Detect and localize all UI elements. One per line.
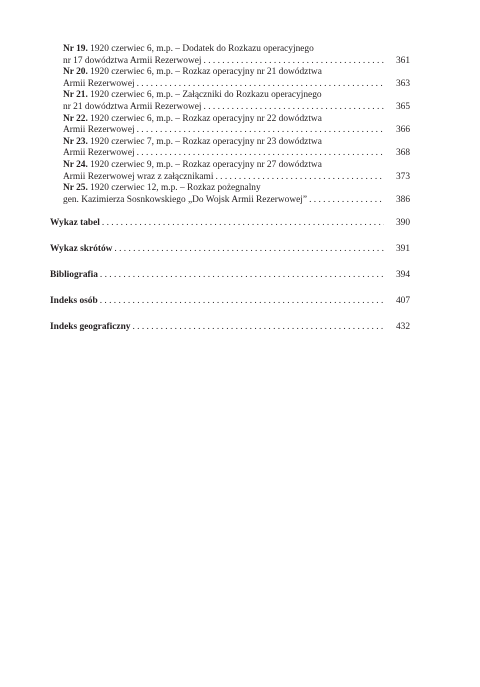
section-title: Bibliografia: [50, 270, 98, 281]
toc-entry[interactable]: [63, 44, 410, 67]
toc-entry[interactable]: [63, 114, 410, 137]
toc-entry-heading: [63, 90, 322, 102]
toc-entry-first-line: [63, 183, 410, 195]
entry-title-line1: 1920 czerwiec 6, m.p. – Dodatek do Rozkazu operacyjnego: [90, 44, 314, 54]
entry-number: Nr 24.: [63, 159, 88, 170]
dot-leader: [309, 195, 384, 207]
toc-section-line: [50, 244, 410, 256]
section-page-number: 432: [395, 322, 410, 333]
dot-leader: [100, 270, 384, 282]
entry-title-line1: 1920 czerwiec 6, m.p. – Rozkaz operacyjny nr 22 dowództwa: [90, 113, 322, 124]
entry-title-line1: 1920 czerwiec 7, m.p. – Rozkaz operacyjny nr 23 dowództwa: [90, 136, 322, 147]
entry-title-line1: 1920 czerwiec 12, m.p. – Rozkaz pożegnalny: [90, 183, 261, 194]
toc-section-line: [50, 322, 410, 334]
toc-entry-second-line: [63, 148, 410, 160]
dot-leader: [215, 172, 384, 184]
entry-number: Nr 23.: [63, 136, 88, 147]
toc-entry-second-line: [63, 172, 410, 184]
section-page-number: 391: [395, 244, 410, 255]
toc-entry-first-line: [63, 67, 410, 79]
entry-page-number: 365: [395, 101, 410, 112]
entry-page-number: 366: [395, 125, 410, 136]
section-page-number: 390: [395, 218, 410, 229]
toc-entry-second-line: [63, 125, 410, 137]
section-title: Indeks osób: [50, 296, 98, 307]
toc-entry-heading: [63, 67, 322, 79]
toc-entry-first-line: [63, 137, 410, 149]
entry-title-line2: Armii Rezerwowej: [63, 148, 135, 159]
toc-section-line: [50, 296, 410, 308]
toc-entry-heading: [63, 114, 322, 126]
entry-page-number: 361: [395, 55, 410, 66]
dot-leader: [137, 125, 384, 137]
toc-entry[interactable]: [63, 183, 410, 206]
toc-entry-heading: [63, 137, 322, 149]
entry-number: Nr 19.: [63, 44, 88, 54]
toc-entry-heading: [63, 183, 261, 195]
toc-entry-second-line: [63, 195, 410, 207]
dot-leader: [137, 148, 384, 160]
dot-leader: [204, 56, 384, 68]
document-entry-list: [63, 44, 410, 206]
toc-entry[interactable]: [63, 160, 410, 183]
toc-entry-first-line: [63, 44, 410, 56]
toc-entry-second-line: [63, 102, 410, 114]
entry-page-number: 386: [395, 194, 410, 205]
toc-entry-first-line: [63, 90, 410, 102]
entry-title-line2: Armii Rezerwowej: [63, 125, 135, 136]
toc-entry-first-line: [63, 160, 410, 172]
table-of-contents: [50, 44, 410, 334]
dot-leader: [132, 322, 384, 334]
section-title: Indeks geograficzny: [50, 322, 131, 333]
toc-section-line: [50, 270, 410, 282]
entry-number: Nr 20.: [63, 67, 88, 78]
toc-entry-second-line: [63, 79, 410, 91]
toc-section-indeks-osob[interactable]: [50, 296, 410, 308]
dot-leader: [204, 102, 384, 114]
toc-section-bibliografia[interactable]: [50, 270, 410, 282]
entry-title-line2: nr 21 dowództwa Armii Rezerwowej: [63, 101, 202, 112]
entry-title-line2: nr 17 dowództwa Armii Rezerwowej: [63, 55, 202, 66]
dot-leader: [100, 296, 384, 308]
toc-entry[interactable]: [63, 90, 410, 113]
toc-entry-first-line: [63, 114, 410, 126]
section-title: Wykaz skrótów: [50, 244, 113, 255]
toc-section-wykaz-tabel[interactable]: [50, 218, 410, 230]
entry-number: Nr 22.: [63, 113, 88, 124]
entry-number: Nr 25.: [63, 183, 88, 194]
dot-leader: [114, 244, 384, 256]
entry-page-number: 363: [395, 78, 410, 89]
section-title: Wykaz tabel: [50, 218, 100, 229]
section-page-number: 407: [395, 296, 410, 307]
toc-entry[interactable]: [63, 67, 410, 90]
entry-title-line2: Armii Rezerwowej: [63, 78, 135, 89]
dot-leader: [102, 218, 384, 230]
section-page-number: 394: [395, 270, 410, 281]
entry-title-line2: gen. Kazimierza Sosnkowskiego „Do Wojsk Armii Rezerwowej”: [63, 194, 308, 205]
toc-section-indeks-geograficzny[interactable]: [50, 322, 410, 334]
toc-section-wykaz-skrotow[interactable]: [50, 244, 410, 256]
toc-entry-heading: [63, 44, 314, 56]
toc-entry-heading: [63, 160, 322, 172]
entry-title-line1: 1920 czerwiec 6, m.p. – Załączniki do Rozkazu operacyjnego: [90, 90, 322, 101]
entry-number: Nr 21.: [63, 90, 88, 101]
entry-title-line1: 1920 czerwiec 6, m.p. – Rozkaz operacyjny nr 21 dowództwa: [90, 67, 322, 78]
toc-entry-second-line: [63, 56, 410, 68]
entry-page-number: 368: [395, 148, 410, 159]
toc-entry[interactable]: [63, 137, 410, 160]
toc-section-line: [50, 218, 410, 230]
entry-title-line2: Armii Rezerwowej wraz z załącznikami: [63, 171, 214, 182]
entry-title-line1: 1920 czerwiec 9, m.p. – Rozkaz operacyjny nr 27 dowództwa: [90, 159, 322, 170]
entry-page-number: 373: [395, 171, 410, 182]
dot-leader: [137, 79, 384, 91]
